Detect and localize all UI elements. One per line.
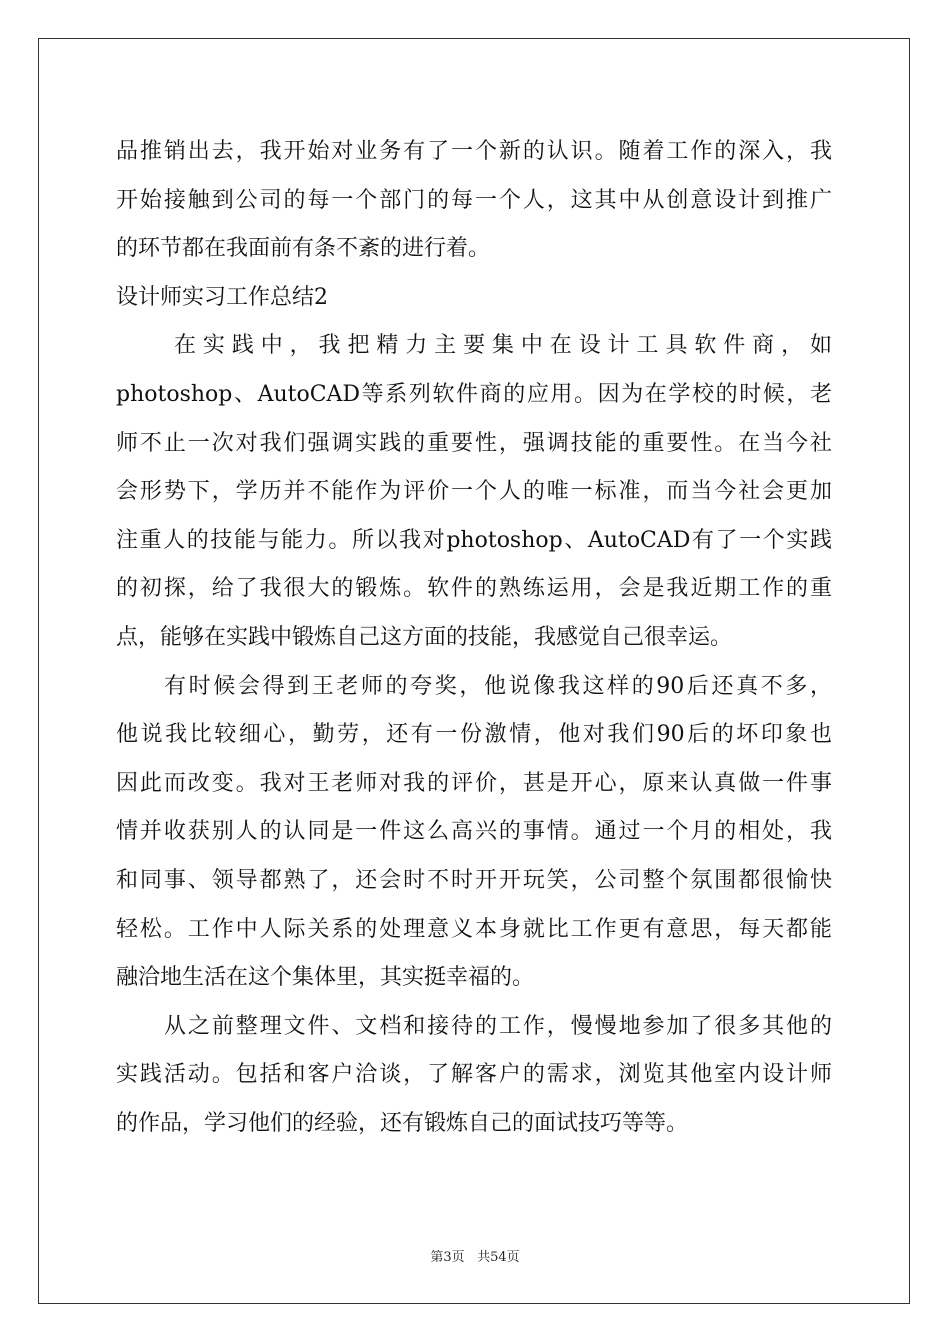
page-footer [0,1246,950,1265]
text-line: 会形势下，学历并不能作为评价一个人的唯一标准，而当今社会更加 [116,479,832,505]
text-line: 在实践中，我把精力主要集中在设计工具软件商，如 [174,333,832,359]
page-number: 第3页 [430,1250,465,1265]
text-line: 从之前整理文件、文档和接待的工作，慢慢地参加了很多其他的 [164,1013,832,1039]
document-body [116,128,832,1148]
section-heading [116,274,832,323]
text-line: 有时候会得到王老师的夸奖，他说像我这样的90后还真不多， [164,673,832,699]
text-line: 开始接触到公司的每一个部门的每一个人，这其中从创意设计到推广 [116,187,832,213]
text-line: 融洽地生活在这个集体里，其实挺幸福的。 [116,965,535,991]
page-total: 共54页 [477,1250,520,1265]
paragraph [116,322,832,662]
text-line: 点，能够在实践中锻炼自己这方面的技能，我感觉自己很幸运。 [116,624,733,650]
text-line: 轻松。工作中人际关系的处理意义本身就比工作更有意思，每天都能 [116,916,832,942]
text-line: 实践活动。包括和客户洽谈，了解客户的需求，浏览其他室内设计师 [116,1062,832,1088]
paragraph [116,663,832,1003]
text-line: 的作品，学习他们的经验，还有锻炼自己的面试技巧等等。 [116,1110,689,1136]
text-line: 的初探，给了我很大的锻炼。软件的熟练运用，会是我近期工作的重 [116,576,832,602]
heading-text: 设计师实习工作总结2 [116,284,328,310]
text-line: 注重人的技能与能力。所以我对photoshop、AutoCAD有了一个实践 [116,527,832,553]
text-line: 他说我比较细心，勤劳，还有一份激情，他对我们90后的坏印象也 [116,722,832,748]
text-line: 情并收获别人的认同是一件这么高兴的事情。通过一个月的相处，我 [116,819,832,845]
text-line: 和同事、领导都熟了，还会时不时开开玩笑，公司整个氛围都很愉快 [116,867,832,893]
text-line: 师不止一次对我们强调实践的重要性，强调技能的重要性。在当今社 [116,430,832,456]
paragraph [116,128,832,274]
text-line: 品推销出去，我开始对业务有了一个新的认识。随着工作的深入，我 [116,139,832,164]
text-line: 的环节都在我面前有条不紊的进行着。 [116,236,491,262]
text-line: 因此而改变。我对王老师对我的评价，甚是开心，原来认真做一件事 [116,770,832,796]
text-line: photoshop、AutoCAD等系列软件商的应用。因为在学校的时候，老 [116,381,832,407]
paragraph [116,1003,832,1149]
